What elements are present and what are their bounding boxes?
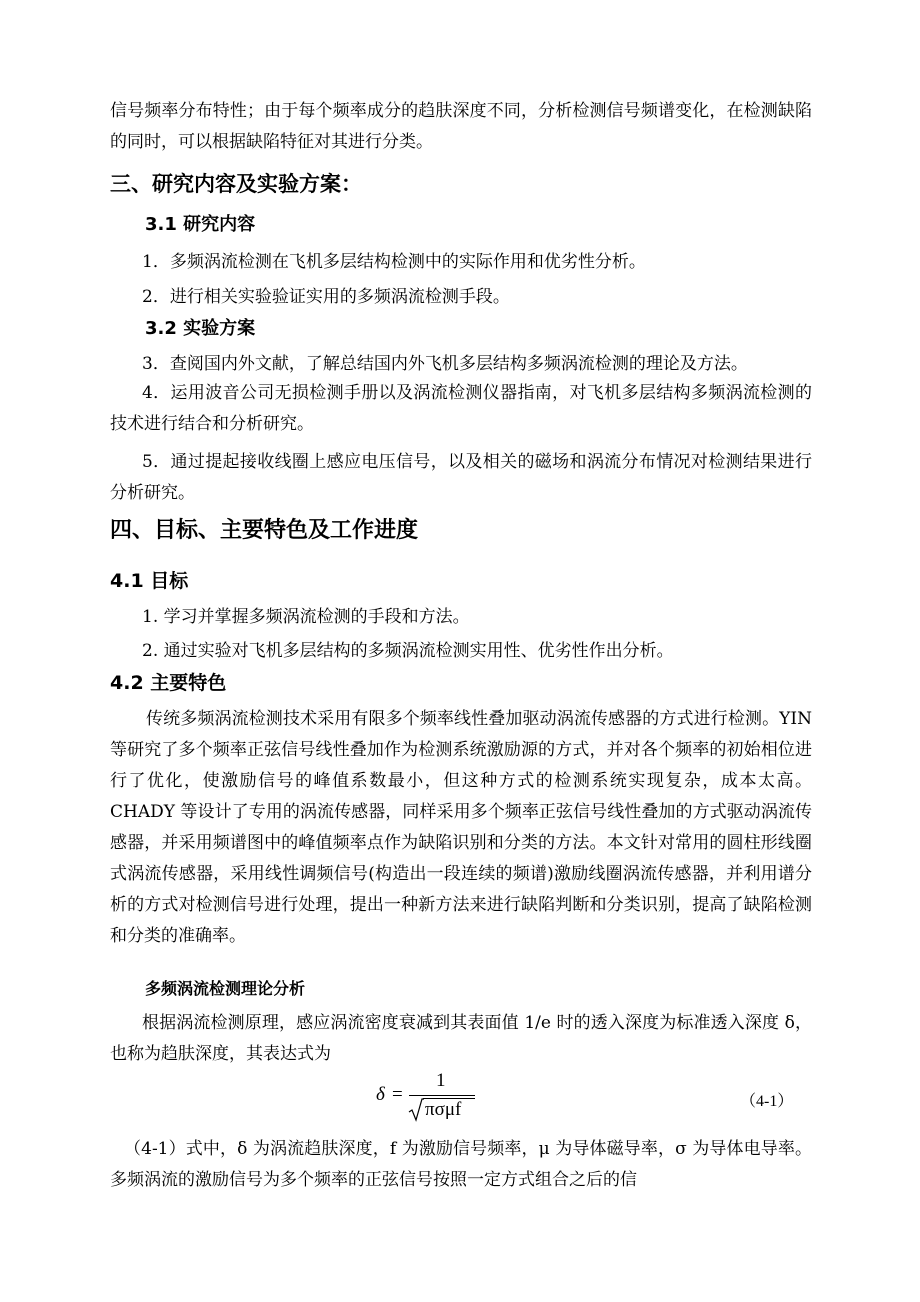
section3-1-title: 3.1 研究内容 [145, 214, 256, 235]
formula-equals: = [392, 1084, 403, 1105]
list-item: 3．查阅国内外文献，了解总结国内外飞机多层结构多频涡流检测的理论及方法。 [142, 354, 748, 374]
theory-paragraph: 根据涡流检测原理，感应涡流密度衰减到其表面值 1/e 时的透入深度为标准透入深度 δ，也称为趋肤深度，其表达式为 [110, 1013, 812, 1064]
list-item: 4．运用波音公司无损检测手册以及涡流检测仪器指南，对飞机多层结构多频涡流检测的技术进行结合和分析研究。 [110, 383, 812, 434]
list-item: 2．进行相关实验验证实用的多频涡流检测手段。 [142, 287, 510, 307]
list-item: 5．通过提起接收线圈上感应电压信号，以及相关的磁场和涡流分布情况对检测结果进行分析研究。 [110, 452, 812, 503]
section3-title: 三、研究内容及实验方案： [110, 172, 362, 196]
list-item: 2. 通过实验对飞机多层结构的多频涡流检测实用性、优劣性作出分析。 [142, 641, 674, 661]
skin-depth-formula [370, 1068, 490, 1124]
features-paragraph: 传统多频涡流检测技术采用有限多个频率线性叠加驱动涡流传感器的方式进行检测。YIN 等研究了多个频率正弦信号线性叠加作为检测系统激励源的方式，并对各个频率的初始相位进行了优化，使激励信号的峰值系数最小，但这种方式的检测系统实现复杂，成本太高。CHADY 等设计了专用的涡流传感器，同样采用多个频率正弦信号线性叠加的方式驱动涡流传感器，并采用频谱图中的峰值频率点作为缺陷识别和分类的方法。本文针对常用的圆柱形线圈式涡流传感器，采用线性调频信号(构造出一段连续的频谱)激励线圈涡流传感器，并利用谱分析的方式对检测信号进行处理，提出一种新方法来进行缺陷判断和分类识别，提高了缺陷检测和分类的准确率。 [110, 709, 812, 946]
section4-1-title: 4.1 目标 [110, 570, 189, 592]
formula-number: （4-1） [740, 1093, 794, 1110]
section4-title: 四、目标、主要特色及工作进度 [110, 518, 419, 543]
theory-title: 多频涡流检测理论分析 [145, 979, 306, 998]
intro-paragraph: 信号频率分布特性；由于每个频率成分的趋肤深度不同，分析检测信号频谱变化，在检测缺陷的同时，可以根据缺陷特征对其进行分类。 [110, 101, 812, 152]
formula-denominator: πσμf [425, 1099, 462, 1120]
formula-lhs: δ [376, 1084, 385, 1105]
section4-2-title: 4.2 主要特色 [110, 672, 227, 694]
list-item: 1. 学习并掌握多频涡流检测的手段和方法。 [142, 607, 470, 627]
formula-numerator: 1 [436, 1070, 446, 1091]
sqrt-icon [408, 1098, 424, 1122]
theory-paragraph-2: （4-1）式中，δ 为涡流趋肤深度，f 为激励信号频率，μ 为导体磁导率，σ 为导体电导率。多频涡流的激励信号为多个频率的正弦信号按照一定方式组合之后的信 [110, 1139, 812, 1190]
fraction-line [409, 1095, 475, 1096]
list-item: 1．多频涡流检测在飞机多层结构检测中的实际作用和优劣性分析。 [142, 252, 646, 272]
section3-2-title: 3.2 实验方案 [145, 318, 256, 339]
